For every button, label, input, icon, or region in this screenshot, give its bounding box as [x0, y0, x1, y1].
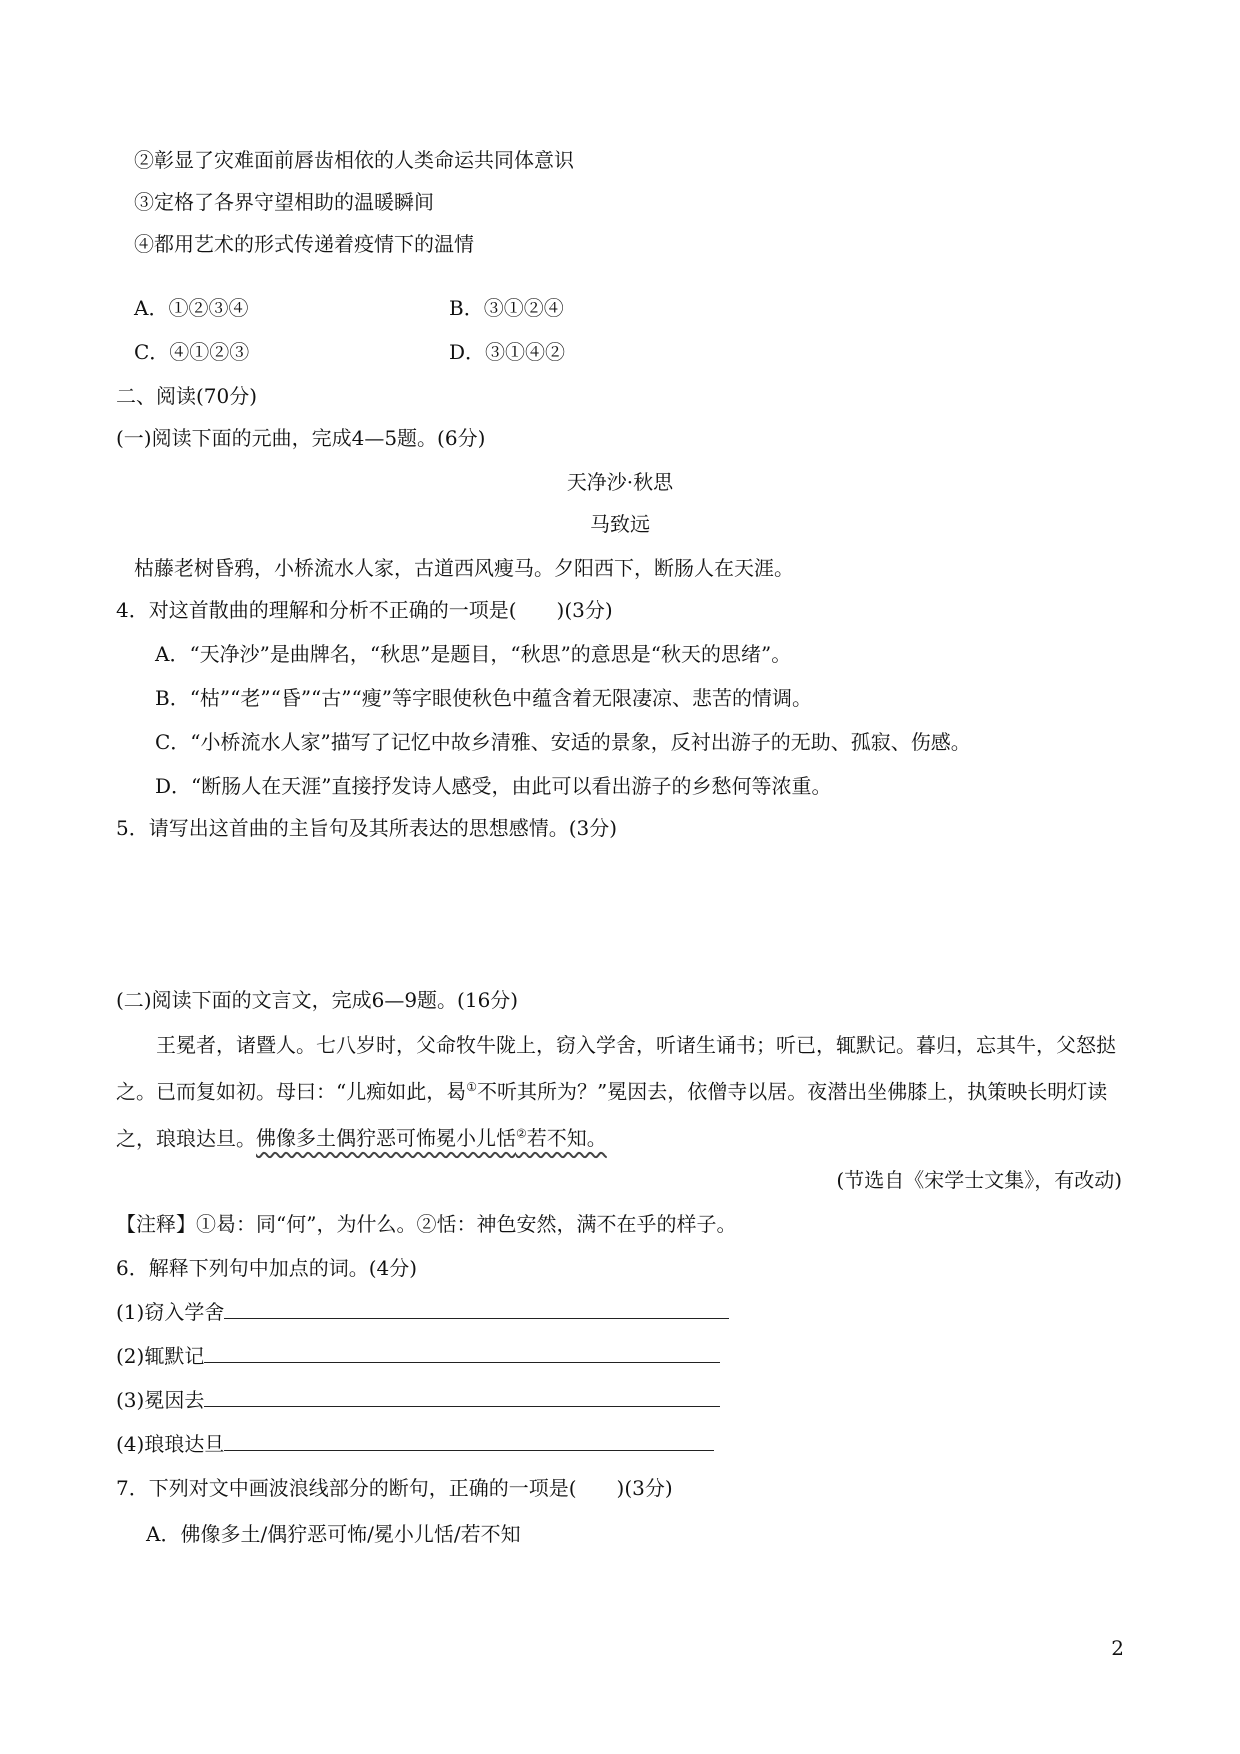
- q6-item-3-blank[interactable]: [204, 1388, 720, 1407]
- part1-intro: (一)阅读下面的元曲，完成4—5题。(6分): [116, 426, 486, 450]
- poem-text: 枯藤老树昏鸦，小桥流水人家，古道西风瘦马。夕阳西下，断肠人在天涯。: [134, 556, 794, 580]
- q3-option-c: C．④①②③: [134, 340, 250, 364]
- q7-stem: 7．下列对文中画波浪线部分的断句，正确的一项是( )(3分): [116, 1476, 673, 1500]
- note-1-mark: ①: [466, 1080, 477, 1094]
- page-number: 2: [1111, 1636, 1124, 1660]
- q6-item-2: [116, 1344, 720, 1368]
- q4-option-a: A．“天净沙”是曲牌名，“秋思”是题目，“秋思”的意思是“秋天的思绪”。: [155, 642, 792, 666]
- annotations: 【注释】①曷：同“何”，为什么。②恬：神色安然，满不在乎的样子。: [116, 1212, 737, 1236]
- statement-4: ④都用艺术的形式传递着疫情下的温情: [134, 232, 474, 256]
- q4-option-b: B．“枯”“老”“昏”“古”“瘦”等字眼使秋色中蕴含着无限凄凉、悲苦的情调。: [155, 686, 812, 710]
- section-title: 二、阅读(70分): [116, 384, 258, 408]
- q6-item-3-label: (3)冕因去: [116, 1388, 205, 1412]
- q7-option-a: A．佛像多土/偶狞恶可怖/冕小儿恬/若不知: [146, 1522, 521, 1546]
- statement-2: ②彰显了灾难面前唇齿相依的人类命运共同体意识: [134, 148, 574, 172]
- q6-item-1: [116, 1300, 729, 1324]
- passage-part2: 不听其所为？”冕因去，依僧寺以居。夜潜出坐佛膝上，执策映长明灯读之，琅琅达旦。: [116, 1079, 1108, 1151]
- passage-source: (节选自《宋学士文集》，有改动): [836, 1168, 1122, 1192]
- note-2-mark: ②: [516, 1126, 527, 1141]
- classical-passage: [116, 1024, 1124, 1159]
- q6-item-1-blank[interactable]: [224, 1300, 729, 1319]
- q6-item-1-label: (1)窃入学舍: [116, 1300, 225, 1324]
- q4-option-d: D．“断肠人在天涯”直接抒发诗人感受，由此可以看出游子的乡愁何等浓重。: [155, 774, 832, 798]
- q3-option-d: D．③①④②: [449, 340, 566, 364]
- part2-intro: (二)阅读下面的文言文，完成6—9题。(16分): [116, 988, 519, 1012]
- q5-stem: 5．请写出这首曲的主旨句及其所表达的思想感情。(3分): [116, 816, 618, 840]
- q6-item-2-label: (2)辄默记: [116, 1344, 205, 1368]
- q6-stem: 6．解释下列句中加点的词。(4分): [116, 1256, 418, 1280]
- q3-option-b: B．③①②④: [449, 296, 564, 320]
- q6-item-2-blank[interactable]: [204, 1344, 720, 1363]
- q3-option-a: A．①②③④: [134, 296, 249, 320]
- statement-3: ③定格了各界守望相助的温暖瞬间: [134, 190, 434, 214]
- passage-part1: 王冕者，诸暨人。七八岁时，父命牧牛陇上，窃入学舍，听诸生诵书；听已，辄默记。暮归，忘其牛，父怒挞之。已而复如初。母曰：“儿痴如此，曷: [116, 1033, 1116, 1104]
- q6-item-4-blank[interactable]: [224, 1432, 714, 1451]
- q6-item-4: [116, 1432, 714, 1456]
- q4-stem: 4．对这首散曲的理解和分析不正确的一项是( )(3分): [116, 598, 613, 622]
- poem-author: 马致远: [590, 512, 650, 536]
- q6-item-3: [116, 1388, 720, 1412]
- wavy-tail: 若不知。: [526, 1126, 607, 1151]
- q4-option-c: C．“小桥流水人家”描写了记忆中故乡清雅、安适的景象，反衬出游子的无助、孤寂、伤感。: [155, 730, 971, 754]
- q6-item-4-label: (4)琅琅达旦: [116, 1432, 225, 1456]
- q5-answer-area[interactable]: [116, 850, 1124, 970]
- poem-title: 天净沙·秋思: [566, 470, 674, 494]
- wavy-underlined-text: [256, 1126, 607, 1150]
- wavy-part: 佛像多土偶狞恶可怖冕小儿恬: [256, 1126, 516, 1151]
